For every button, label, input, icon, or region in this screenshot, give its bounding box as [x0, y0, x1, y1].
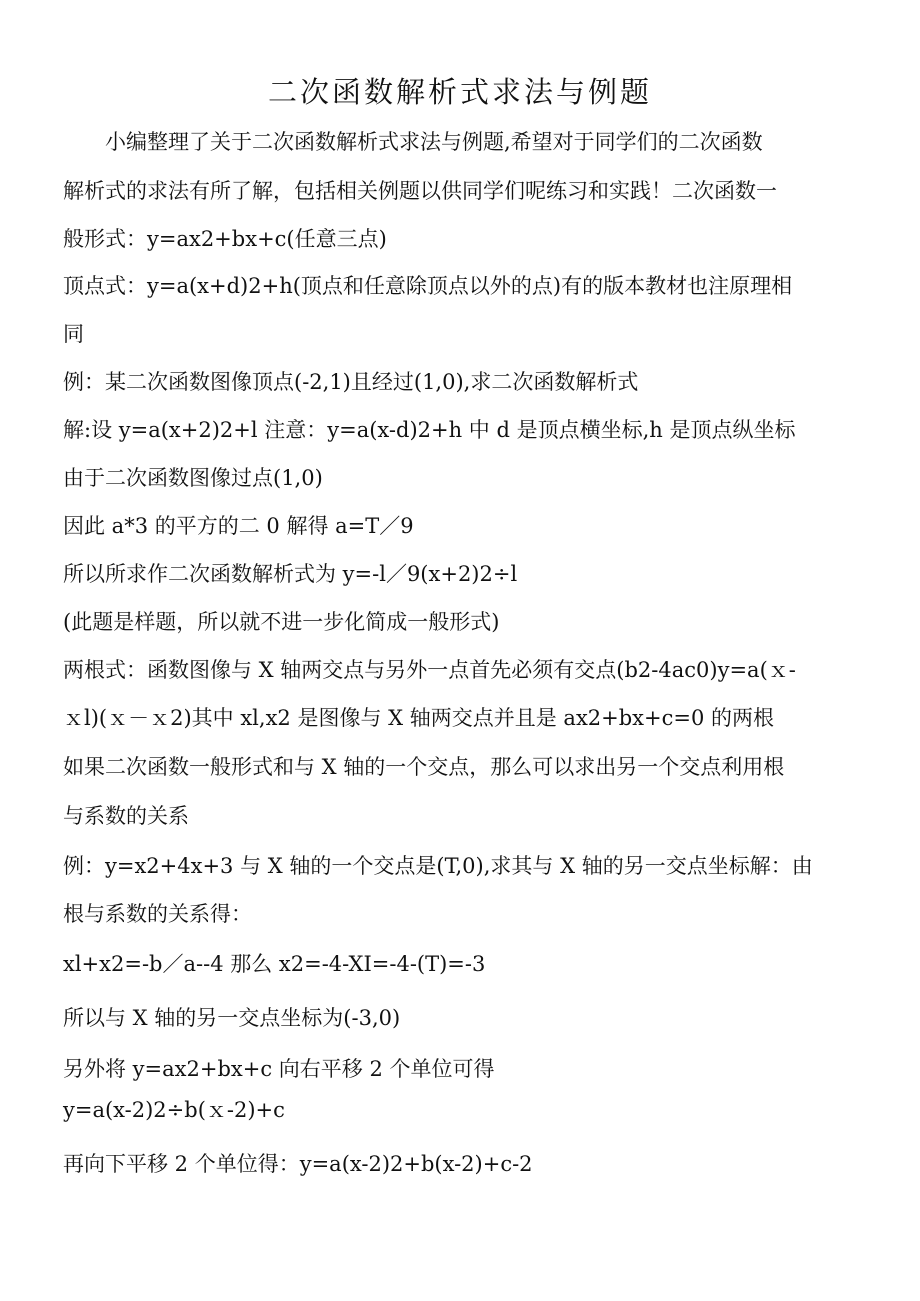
text-line: 所以所求作二次函数解析式为 y=-l／9(x+2)2÷l: [63, 562, 518, 586]
text-line: 如果二次函数一般形式和与 X 轴的一个交点，那么可以求出另一个交点利用根: [63, 755, 785, 779]
text-line: 所以与 X 轴的另一交点坐标为(-3,0): [63, 1006, 401, 1030]
text-line: (此题是样题，所以就不进一步化简成一般形式): [63, 610, 500, 634]
text-line: 由于二次函数图像过点(1,0): [63, 466, 323, 490]
text-line: 两根式：函数图像与 X 轴两交点与另外一点首先必须有交点(b2-4ac0)y=a(ｘ-: [63, 658, 796, 682]
document-title: 二次函数解析式求法与例题: [267, 75, 652, 109]
text-line: y=a(x-2)2÷b(ｘ-2)+c: [63, 1098, 285, 1122]
text-line: 与系数的关系: [63, 804, 189, 828]
text-line: 因此 a*3 的平方的二 0 解得 a=T／9: [63, 514, 414, 538]
text-line: ｘl)(ｘ－ｘ2)其中 xl,x2 是图像与 X 轴两交点并且是 ax2+bx+c=0 的两根: [63, 706, 775, 730]
text-line: 例：某二次函数图像顶点(-2,1)且经过(1,0),求二次函数解析式: [63, 370, 639, 394]
text-line: 另外将 y=ax2+bx+c 向右平移 2 个单位可得: [63, 1057, 495, 1081]
text-line: 小编整理了关于二次函数解析式求法与例题,希望对于同学们的二次函数: [63, 130, 763, 154]
text-line: xl+x2=-b／a--4 那么 x2=-4-XI=-4-(T)=-3: [63, 952, 486, 976]
text-line: 解析式的求法有所了解，包括相关例题以供同学们呢练习和实践！二次函数一: [63, 179, 777, 203]
text-line: 再向下平移 2 个单位得：y=a(x-2)2+b(x-2)+c-2: [63, 1152, 533, 1176]
text-line: 同: [63, 322, 84, 346]
text-line: 顶点式：y=a(x+d)2+h(顶点和任意除顶点以外的点)有的版本教材也注原理相: [63, 274, 793, 298]
text-line: 解:设 y=a(x+2)2+l 注意：y=a(x-d)2+h 中 d 是顶点横坐标,h 是顶点纵坐标: [63, 418, 796, 442]
text-line: 根与系数的关系得：: [63, 902, 252, 926]
text-line: 例：y=x2+4x+3 与 X 轴的一个交点是(T,0),求其与 X 轴的另一交点坐标解：由: [63, 854, 813, 878]
text-line: 般形式：y=ax2+bx+c(任意三点): [63, 227, 387, 251]
